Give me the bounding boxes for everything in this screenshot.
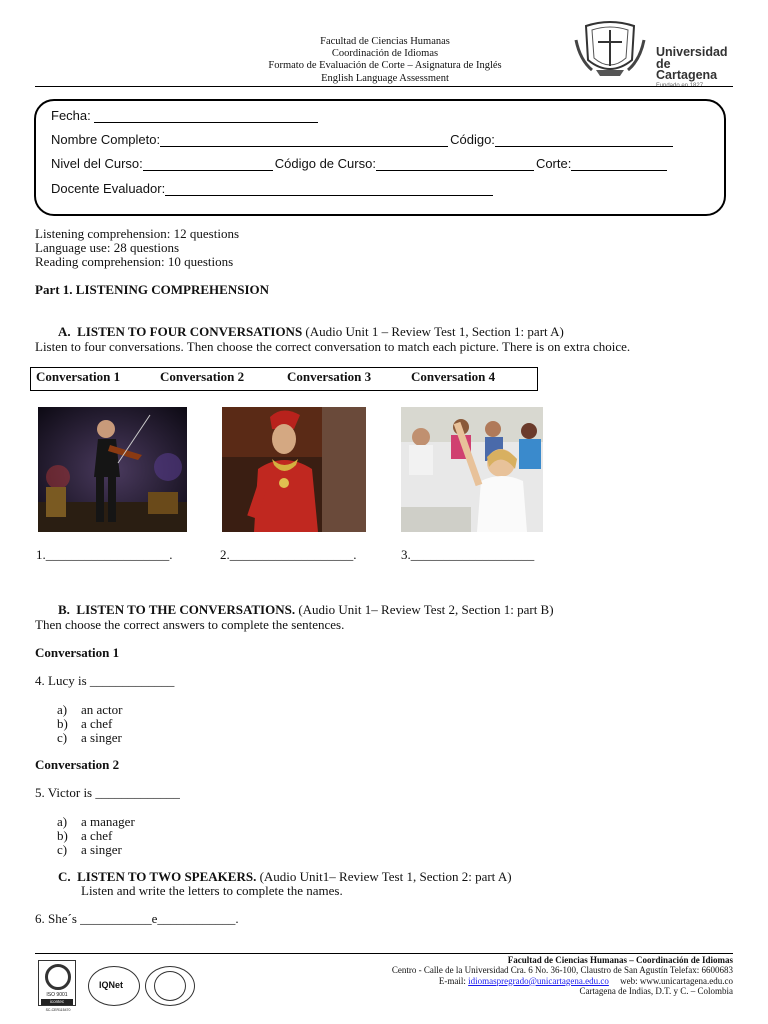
question-4[interactable]: 4. Lucy is _____________ xyxy=(35,673,175,688)
q5-letter-a: a) xyxy=(57,814,68,829)
q4-option-c[interactable]: a singer xyxy=(81,730,122,745)
footer-web: web: www.unicartagena.edu.co xyxy=(608,975,733,986)
part1-title: Part 1. LISTENING COMPREHENSION xyxy=(35,282,270,297)
header-rule xyxy=(35,86,733,87)
iso-badge xyxy=(38,960,76,1006)
section-b-letter: B. xyxy=(58,602,70,617)
header-line-faculty: Facultad de Ciencias Humanas xyxy=(320,36,450,47)
section-b-instruction: Then choose the correct answers to complete the sentences. xyxy=(35,617,345,632)
conversation-1-title: Conversation 1 xyxy=(35,645,120,660)
option-conversation-1: Conversation 1 xyxy=(36,369,121,384)
question-5-options xyxy=(57,814,257,858)
question-5[interactable]: 5. Victor is _____________ xyxy=(35,785,180,800)
q4-letter-a: a) xyxy=(57,702,68,717)
footer-contact xyxy=(330,955,733,996)
section-c-ref: (Audio Unit1– Review Test 1, Section 2: part A) xyxy=(256,869,512,884)
government-seal-logo xyxy=(145,966,195,1006)
corte-label: Corte: xyxy=(535,156,572,171)
header-line-coordination: Coordinación de Idiomas xyxy=(331,48,439,60)
document-header xyxy=(220,36,550,85)
university-name-line1: Universidad xyxy=(656,45,728,59)
picture-students xyxy=(401,407,543,532)
option-conversation-2: Conversation 2 xyxy=(160,369,245,384)
q5-option-b[interactable]: a chef xyxy=(81,828,113,843)
corte-field[interactable] xyxy=(571,157,667,171)
section-c-title: LISTEN TO TWO SPEAKERS. xyxy=(77,869,257,884)
q5-letter-c: c) xyxy=(57,842,68,857)
footer-address: Centro - Calle de la Universidad Cra. 6 No. 36-100, Claustro de San Agustín Telefax: 6600683 xyxy=(391,965,733,976)
seal-inner-icon xyxy=(154,971,186,1001)
question-6[interactable]: 6. She´s ___________e____________. xyxy=(35,911,239,926)
nivel-field[interactable] xyxy=(143,157,273,171)
footer-rule xyxy=(35,953,733,954)
q4-option-a[interactable]: an actor xyxy=(81,702,123,717)
summary-reading: Reading comprehension: 10 questions xyxy=(35,254,234,269)
q4-option-b[interactable]: a chef xyxy=(81,716,113,731)
section-b-title: LISTEN TO THE CONVERSATIONS. xyxy=(76,602,296,617)
answer-line-2[interactable]: 2.___________________. xyxy=(220,547,357,562)
nombre-field[interactable] xyxy=(160,133,448,147)
picture-actor xyxy=(222,407,366,532)
codigo-field[interactable] xyxy=(495,133,673,147)
section-c-instruction: Listen and write the letters to complete the names. xyxy=(81,883,343,898)
fecha-field[interactable] xyxy=(94,109,318,123)
iso-certification-logo xyxy=(38,960,78,1018)
section-a-ref: (Audio Unit 1 – Review Test 1, Section 1: part A) xyxy=(302,324,564,339)
answer-line-3[interactable]: 3.___________________ xyxy=(401,547,535,562)
q5-letter-b: b) xyxy=(57,828,68,843)
footer-email-line xyxy=(330,976,733,986)
section-a-heading xyxy=(58,325,564,339)
university-name xyxy=(656,47,732,90)
fecha-label: Fecha: xyxy=(51,108,91,123)
codigo-curso-label: Código de Curso: xyxy=(274,156,376,171)
conversation-options-box xyxy=(30,367,538,391)
iqnet-label: IQNet xyxy=(99,980,124,990)
footer-email-link[interactable]: idiomaspregrado@unicartagena.edu.co xyxy=(468,975,609,986)
curso-row xyxy=(51,156,669,171)
codigo-curso-field[interactable] xyxy=(376,157,534,171)
codigo-label: Código: xyxy=(450,132,495,147)
footer-city: Cartagena de Indias, D.T. y C. – Colombia xyxy=(579,985,733,996)
q5-option-a[interactable]: a manager xyxy=(81,814,135,829)
option-conversation-4: Conversation 4 xyxy=(411,369,496,384)
docente-field[interactable] xyxy=(165,182,493,196)
university-logo xyxy=(572,20,732,82)
question-4-options xyxy=(57,702,257,746)
footer-email-label: E-mail: xyxy=(438,975,469,986)
cert-number: SC-CER115470 xyxy=(45,1008,71,1012)
conversation-2-title: Conversation 2 xyxy=(35,757,120,772)
nombre-label: Nombre Completo: xyxy=(51,132,161,147)
icontec-label: icontec xyxy=(41,999,73,1005)
nombre-row xyxy=(51,132,675,147)
iqnet-logo xyxy=(88,966,140,1006)
header-line-format: Formato de Evaluación de Corte – Asignatura de Inglés xyxy=(268,60,502,72)
section-b-ref: (Audio Unit 1– Review Test 2, Section 1: part B) xyxy=(295,602,554,617)
answer-line-1[interactable]: 1.___________________. xyxy=(36,547,173,562)
university-crest-icon xyxy=(572,20,648,80)
q4-letter-c: c) xyxy=(57,730,68,745)
student-info-box xyxy=(34,99,726,216)
iso-label: ISO 9001 xyxy=(46,992,68,998)
docente-row xyxy=(51,181,495,196)
footer-title: Facultad de Ciencias Humanas – Coordinación de Idiomas xyxy=(507,955,733,965)
section-b-heading xyxy=(58,603,554,617)
section-a-instruction: Listen to four conversations. Then choose the correct conversation to match each picture. There is on extra choice. xyxy=(35,339,631,354)
header-line-assessment: English Language Assessment xyxy=(321,72,449,84)
section-a-title: LISTEN TO FOUR CONVERSATIONS xyxy=(77,324,303,339)
q4-letter-b: b) xyxy=(57,716,68,731)
option-conversation-3: Conversation 3 xyxy=(287,369,372,384)
section-c-letter: C. xyxy=(58,869,71,884)
q5-option-c[interactable]: a singer xyxy=(81,842,122,857)
fecha-row xyxy=(51,108,320,123)
summary-language: Language use: 28 questions xyxy=(35,240,180,255)
picture-violinist xyxy=(38,407,187,532)
university-name-line2: de Cartagena xyxy=(656,56,718,82)
icontec-circle-icon xyxy=(45,964,71,990)
summary-listening: Listening comprehension: 12 questions xyxy=(35,226,240,241)
section-c-heading xyxy=(58,870,512,884)
section-a-letter: A. xyxy=(58,324,71,339)
nivel-label: Nivel del Curso: xyxy=(51,156,143,171)
docente-label: Docente Evaluador: xyxy=(51,181,166,196)
